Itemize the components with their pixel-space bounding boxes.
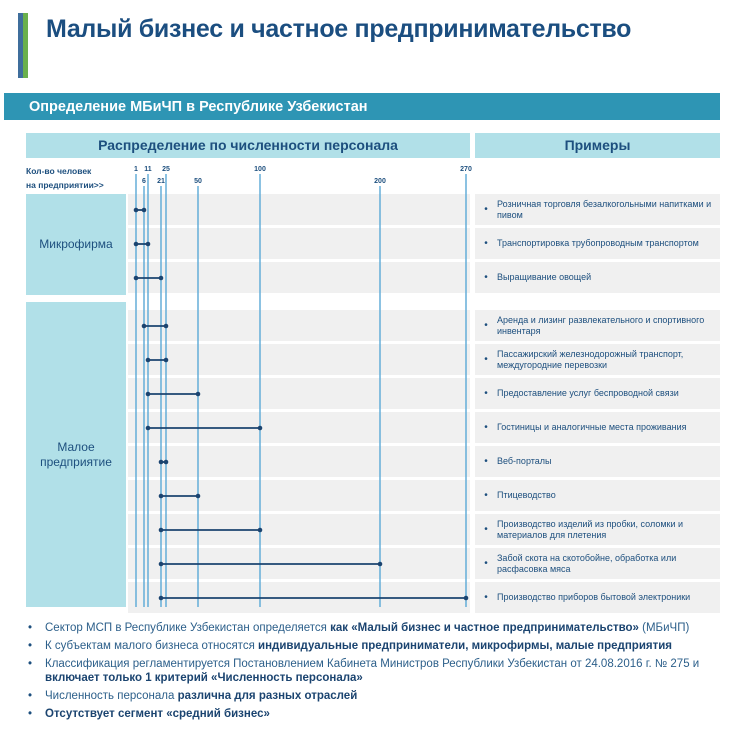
example-text: Гостиницы и аналогичные места проживания bbox=[497, 422, 687, 432]
section-title: Определение МБиЧП в Республике Узбекистан bbox=[4, 93, 720, 120]
bullet-icon: • bbox=[484, 592, 488, 603]
bullet-icon: • bbox=[484, 204, 488, 215]
count-label-line2: на предприятии>> bbox=[26, 180, 104, 190]
range-min-marker bbox=[146, 358, 151, 363]
example-row bbox=[475, 262, 720, 293]
example-text: Пассажирский железнодорожный транспорт, междугородние перевозки bbox=[497, 348, 684, 370]
example-row bbox=[475, 480, 720, 511]
chart-row-bg bbox=[128, 344, 470, 375]
range-max-marker bbox=[258, 528, 263, 533]
example-row bbox=[475, 344, 720, 375]
example-row bbox=[475, 446, 720, 477]
tick-label-1: 1 bbox=[134, 166, 138, 173]
bullet-icon: • bbox=[484, 354, 488, 365]
chart-row-bg bbox=[128, 310, 470, 341]
example-row bbox=[475, 194, 720, 225]
tick-label-100: 100 bbox=[254, 166, 266, 173]
range-max-marker bbox=[159, 276, 164, 281]
range-max-marker bbox=[164, 460, 169, 465]
examples-header: Примеры bbox=[475, 133, 720, 158]
example-text: Розничная торговля безалкогольными напитками и пивом bbox=[497, 198, 712, 220]
example-text: Забой скота на скотобойне, обработка или расфасовка мяса bbox=[497, 552, 677, 574]
range-max-marker bbox=[164, 358, 169, 363]
range-min-marker bbox=[159, 494, 164, 499]
range-max-marker bbox=[258, 426, 263, 431]
chart-row-bg bbox=[128, 446, 470, 477]
note-item bbox=[26, 657, 726, 685]
range-max-marker bbox=[464, 596, 469, 601]
bullet-icon: • bbox=[484, 238, 488, 249]
range-min-marker bbox=[134, 242, 139, 247]
bullet-icon: • bbox=[484, 558, 488, 569]
range-max-marker bbox=[142, 208, 147, 213]
tick-label-25: 25 bbox=[162, 166, 170, 173]
example-row bbox=[475, 310, 720, 341]
tick-label-50: 50 bbox=[194, 178, 202, 185]
range-min-marker bbox=[142, 324, 147, 329]
note-emphasis: различна для разных отраслей bbox=[177, 690, 358, 702]
chart-row-bg bbox=[128, 228, 470, 259]
example-text: Веб-порталы bbox=[497, 456, 552, 466]
tick-label-270: 270 bbox=[460, 166, 472, 173]
range-max-marker bbox=[378, 562, 383, 567]
bullet-icon: • bbox=[484, 272, 488, 283]
range-min-marker bbox=[159, 596, 164, 601]
note-text: Численность персонала bbox=[45, 690, 178, 702]
example-text: Аренда и лизинг развлекательного и спортивного инвентаря bbox=[497, 314, 705, 336]
distribution-header: Распределение по численности персонала bbox=[26, 133, 470, 158]
bullet-icon: • bbox=[484, 422, 488, 433]
range-max-marker bbox=[196, 392, 201, 397]
bullet-icon: • bbox=[484, 320, 488, 331]
note-item bbox=[26, 707, 726, 721]
range-min-marker bbox=[146, 426, 151, 431]
range-max-marker bbox=[164, 324, 169, 329]
range-max-marker bbox=[146, 242, 151, 247]
note-emphasis: как «Малый бизнес и частное предпринимательство» bbox=[330, 622, 639, 634]
range-min-marker bbox=[146, 392, 151, 397]
bullet-icon: • bbox=[484, 490, 488, 501]
count-label-line1: Кол-во человек bbox=[26, 166, 92, 176]
note-text: К субъектам малого бизнеса относятся bbox=[45, 640, 258, 652]
example-row bbox=[475, 412, 720, 443]
example-text: Предоставление услуг беспроводной связи bbox=[497, 388, 679, 398]
range-min-marker bbox=[159, 460, 164, 465]
note-emphasis: Отсутствует сегмент «средний бизнес» bbox=[45, 708, 270, 720]
category-small-label: Малое предприятие bbox=[40, 439, 112, 469]
example-row bbox=[475, 548, 720, 579]
note-emphasis: включает только 1 критерий «Численность персонала» bbox=[45, 672, 363, 684]
note-item bbox=[26, 689, 726, 703]
range-min-marker bbox=[134, 276, 139, 281]
bullet-icon: • bbox=[484, 456, 488, 467]
tick-label-21: 21 bbox=[157, 178, 165, 185]
example-row bbox=[475, 582, 720, 613]
tick-label-11: 11 bbox=[144, 166, 152, 173]
example-row bbox=[475, 228, 720, 259]
note-item bbox=[26, 621, 726, 635]
example-row bbox=[475, 514, 720, 545]
chart-row-bg bbox=[128, 194, 470, 225]
range-max-marker bbox=[196, 494, 201, 499]
bullet-icon: • bbox=[484, 388, 488, 399]
example-row bbox=[475, 378, 720, 409]
note-tail: (МБиЧП) bbox=[638, 622, 690, 634]
chart-row-bg bbox=[128, 262, 470, 293]
tick-label-200: 200 bbox=[374, 178, 386, 185]
example-text: Птицеводство bbox=[497, 490, 556, 500]
range-min-marker bbox=[134, 208, 139, 213]
bullet-icon: • bbox=[484, 524, 488, 535]
note-emphasis: индивидуальные предприниматели, микрофирмы, малые предприятия bbox=[258, 640, 673, 652]
category-microfirm: Микрофирма bbox=[26, 194, 126, 295]
example-text: Производство приборов бытовой электроники bbox=[497, 592, 691, 602]
note-item bbox=[26, 639, 726, 653]
note-text: Сектор МСП в Республике Узбекистан определяется bbox=[45, 622, 331, 634]
range-min-marker bbox=[159, 528, 164, 533]
note-text: Классификация регламентируется Постановлением Кабинета Министров Республики Узбекистан от 24.08.2016 г. № 275 и bbox=[45, 658, 700, 670]
example-text: Транспортировка трубопроводным транспортом bbox=[497, 238, 699, 248]
page-title: Малый бизнес и частное предпринимательство bbox=[46, 15, 632, 43]
notes-list bbox=[26, 621, 726, 725]
range-min-marker bbox=[159, 562, 164, 567]
example-text: Выращивание овощей bbox=[497, 272, 592, 282]
example-text: Производство изделий из пробки, соломки и материалов для плетения bbox=[497, 518, 684, 540]
tick-label-6: 6 bbox=[142, 178, 146, 185]
